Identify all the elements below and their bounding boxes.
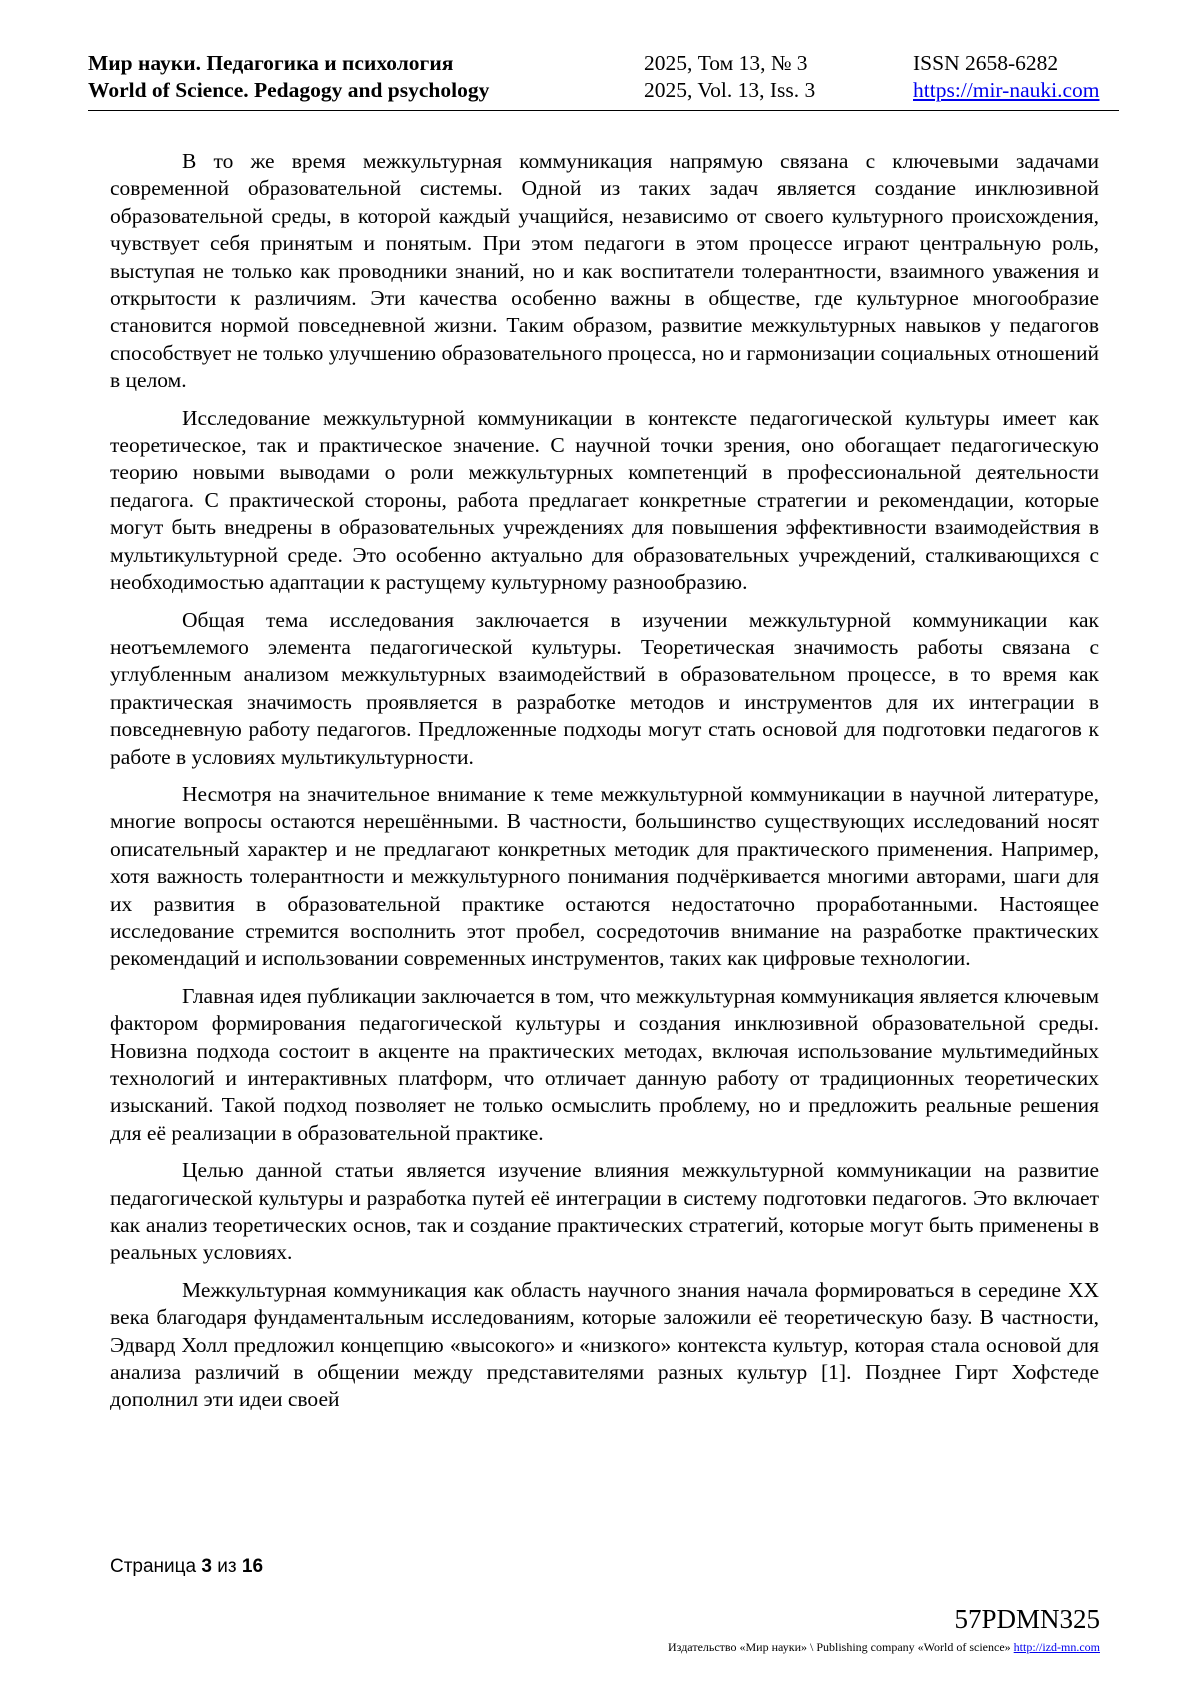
page-current: 3 <box>201 1556 212 1577</box>
page-of: из <box>217 1556 237 1577</box>
journal-title-ru: Мир науки. Педагогика и психология <box>88 51 454 75</box>
paragraph: Межкультурная коммуникация как область научного знания начала формироваться в середине XX века благодаря фундаментальным исследованиям, которые заложили её теоретическую базу. В частности, Эдвард Холл предложил концепцию «высокого» и «низкого» контекста культур, которая стала основой для анализа различий в общении между представителями разных культур [1]. Позднее Гирт Хофстеде дополнил эти идеи своей <box>110 1277 1099 1412</box>
paragraph: Целью данной статьи является изучение влияния межкультурной коммуникации на развитие педагогической культуры и разработка путей её интеграции в систему подготовки педагогов. Это включает как анализ теоретических основ, так и создание практических стратегий, которые могут быть применены в реальных условиях. <box>110 1158 1099 1265</box>
journal-header <box>88 50 1119 111</box>
issue-block <box>644 50 815 104</box>
page-label: Страница <box>110 1556 197 1577</box>
issn-block <box>913 50 1099 104</box>
article-body <box>110 148 1099 1424</box>
article-code: 57PDMN325 <box>954 1604 1100 1634</box>
journal-url-link[interactable]: https://mir-nauki.com <box>913 78 1100 102</box>
paragraph: Несмотря на значительное внимание к теме межкультурной коммуникации в научной литературе, многие вопросы остаются нерешёнными. В частности, большинство существующих исследований носят описательный характер и не предлагают конкретных методик для практического применения. Например, хотя важность толерантности и межкультурного понимания подчёркивается многими авторами, шаги для их развития в образовательной практике остаются недостаточно проработанными. Настоящее исследование стремится восполнить этот пробел, сосредоточив внимание на разработке практических рекомендаций и использовании современных инструментов, таких как цифровые технологии. <box>110 781 1099 971</box>
paragraph: Исследование межкультурной коммуникации в контексте педагогической культуры имеет как теоретическое, так и практическое значение. С научной точки зрения, оно обогащает педагогическую теорию новыми выводами о роли межкультурных компетенций в профессиональной деятельности педагога. С практической стороны, работа предлагает конкретные стратегии и рекомендации, которые могут быть внедрены в образовательных учреждениях для повышения эффективности взаимодействия в мультикультурной среде. Это особенно актуально для образовательных учреждений, сталкивающихся с необходимостью адаптации к растущему культурному разнообразию. <box>110 405 1099 595</box>
issue-ru: 2025, Том 13, № 3 <box>644 51 808 75</box>
journal-title-en: World of Science. Pedagogy and psychology <box>88 78 490 102</box>
paragraph: Общая тема исследования заключается в изучении межкультурной коммуникации как неотъемлемого элемента педагогической культуры. Теоретическая значимость работы связана с углубленным анализом межкультурных взаимодействий в образовательном процессе, в то время как практическая значимость проявляется в разработке методов и инструментов для их интеграции в повседневную работу педагогов. Предложенные подходы могут стать основой для подготовки педагогов к работе в условиях мультикультурности. <box>110 607 1099 769</box>
publisher-line <box>668 1640 1100 1655</box>
publisher-url-link[interactable]: http://izd-mn.com <box>1013 1640 1100 1654</box>
publisher-text: Издательство «Мир науки» \ Publishing company «World of science» <box>668 1640 1011 1654</box>
paragraph: Главная идея публикации заключается в том, что межкультурная коммуникация является ключевым фактором формирования педагогической культуры и создания инклюзивной образовательной среды. Новизна подхода состоит в акценте на практических методах, включая использование мультимедийных технологий и интерактивных платформ, что отличает данную работу от традиционных теоретических изысканий. Такой подход позволяет не только осмыслить проблему, но и предложить реальные решения для её реализации в образовательной практике. <box>110 983 1099 1145</box>
journal-title-block <box>88 50 489 104</box>
page-number <box>110 1556 263 1578</box>
paragraph: В то же время межкультурная коммуникация напрямую связана с ключевыми задачами современной образовательной системы. Одной из таких задач является создание инклюзивной образовательной среды, в которой каждый учащийся, независимо от своего культурного происхождения, чувствует себя принятым и понятым. При этом педагоги в этом процессе играют центральную роль, выступая не только как проводники знаний, но и как воспитатели толерантности, взаимного уважения и открытости к различиям. Эти качества особенно важны в обществе, где культурное многообразие становится нормой повседневной жизни. Таким образом, развитие межкультурных навыков у педагогов способствует не только улучшению образовательного процесса, но и гармонизации социальных отношений в целом. <box>110 149 1099 393</box>
issue-en: 2025, Vol. 13, Iss. 3 <box>644 78 816 102</box>
page-total: 16 <box>241 1556 264 1577</box>
issn: ISSN 2658-6282 <box>913 51 1059 75</box>
